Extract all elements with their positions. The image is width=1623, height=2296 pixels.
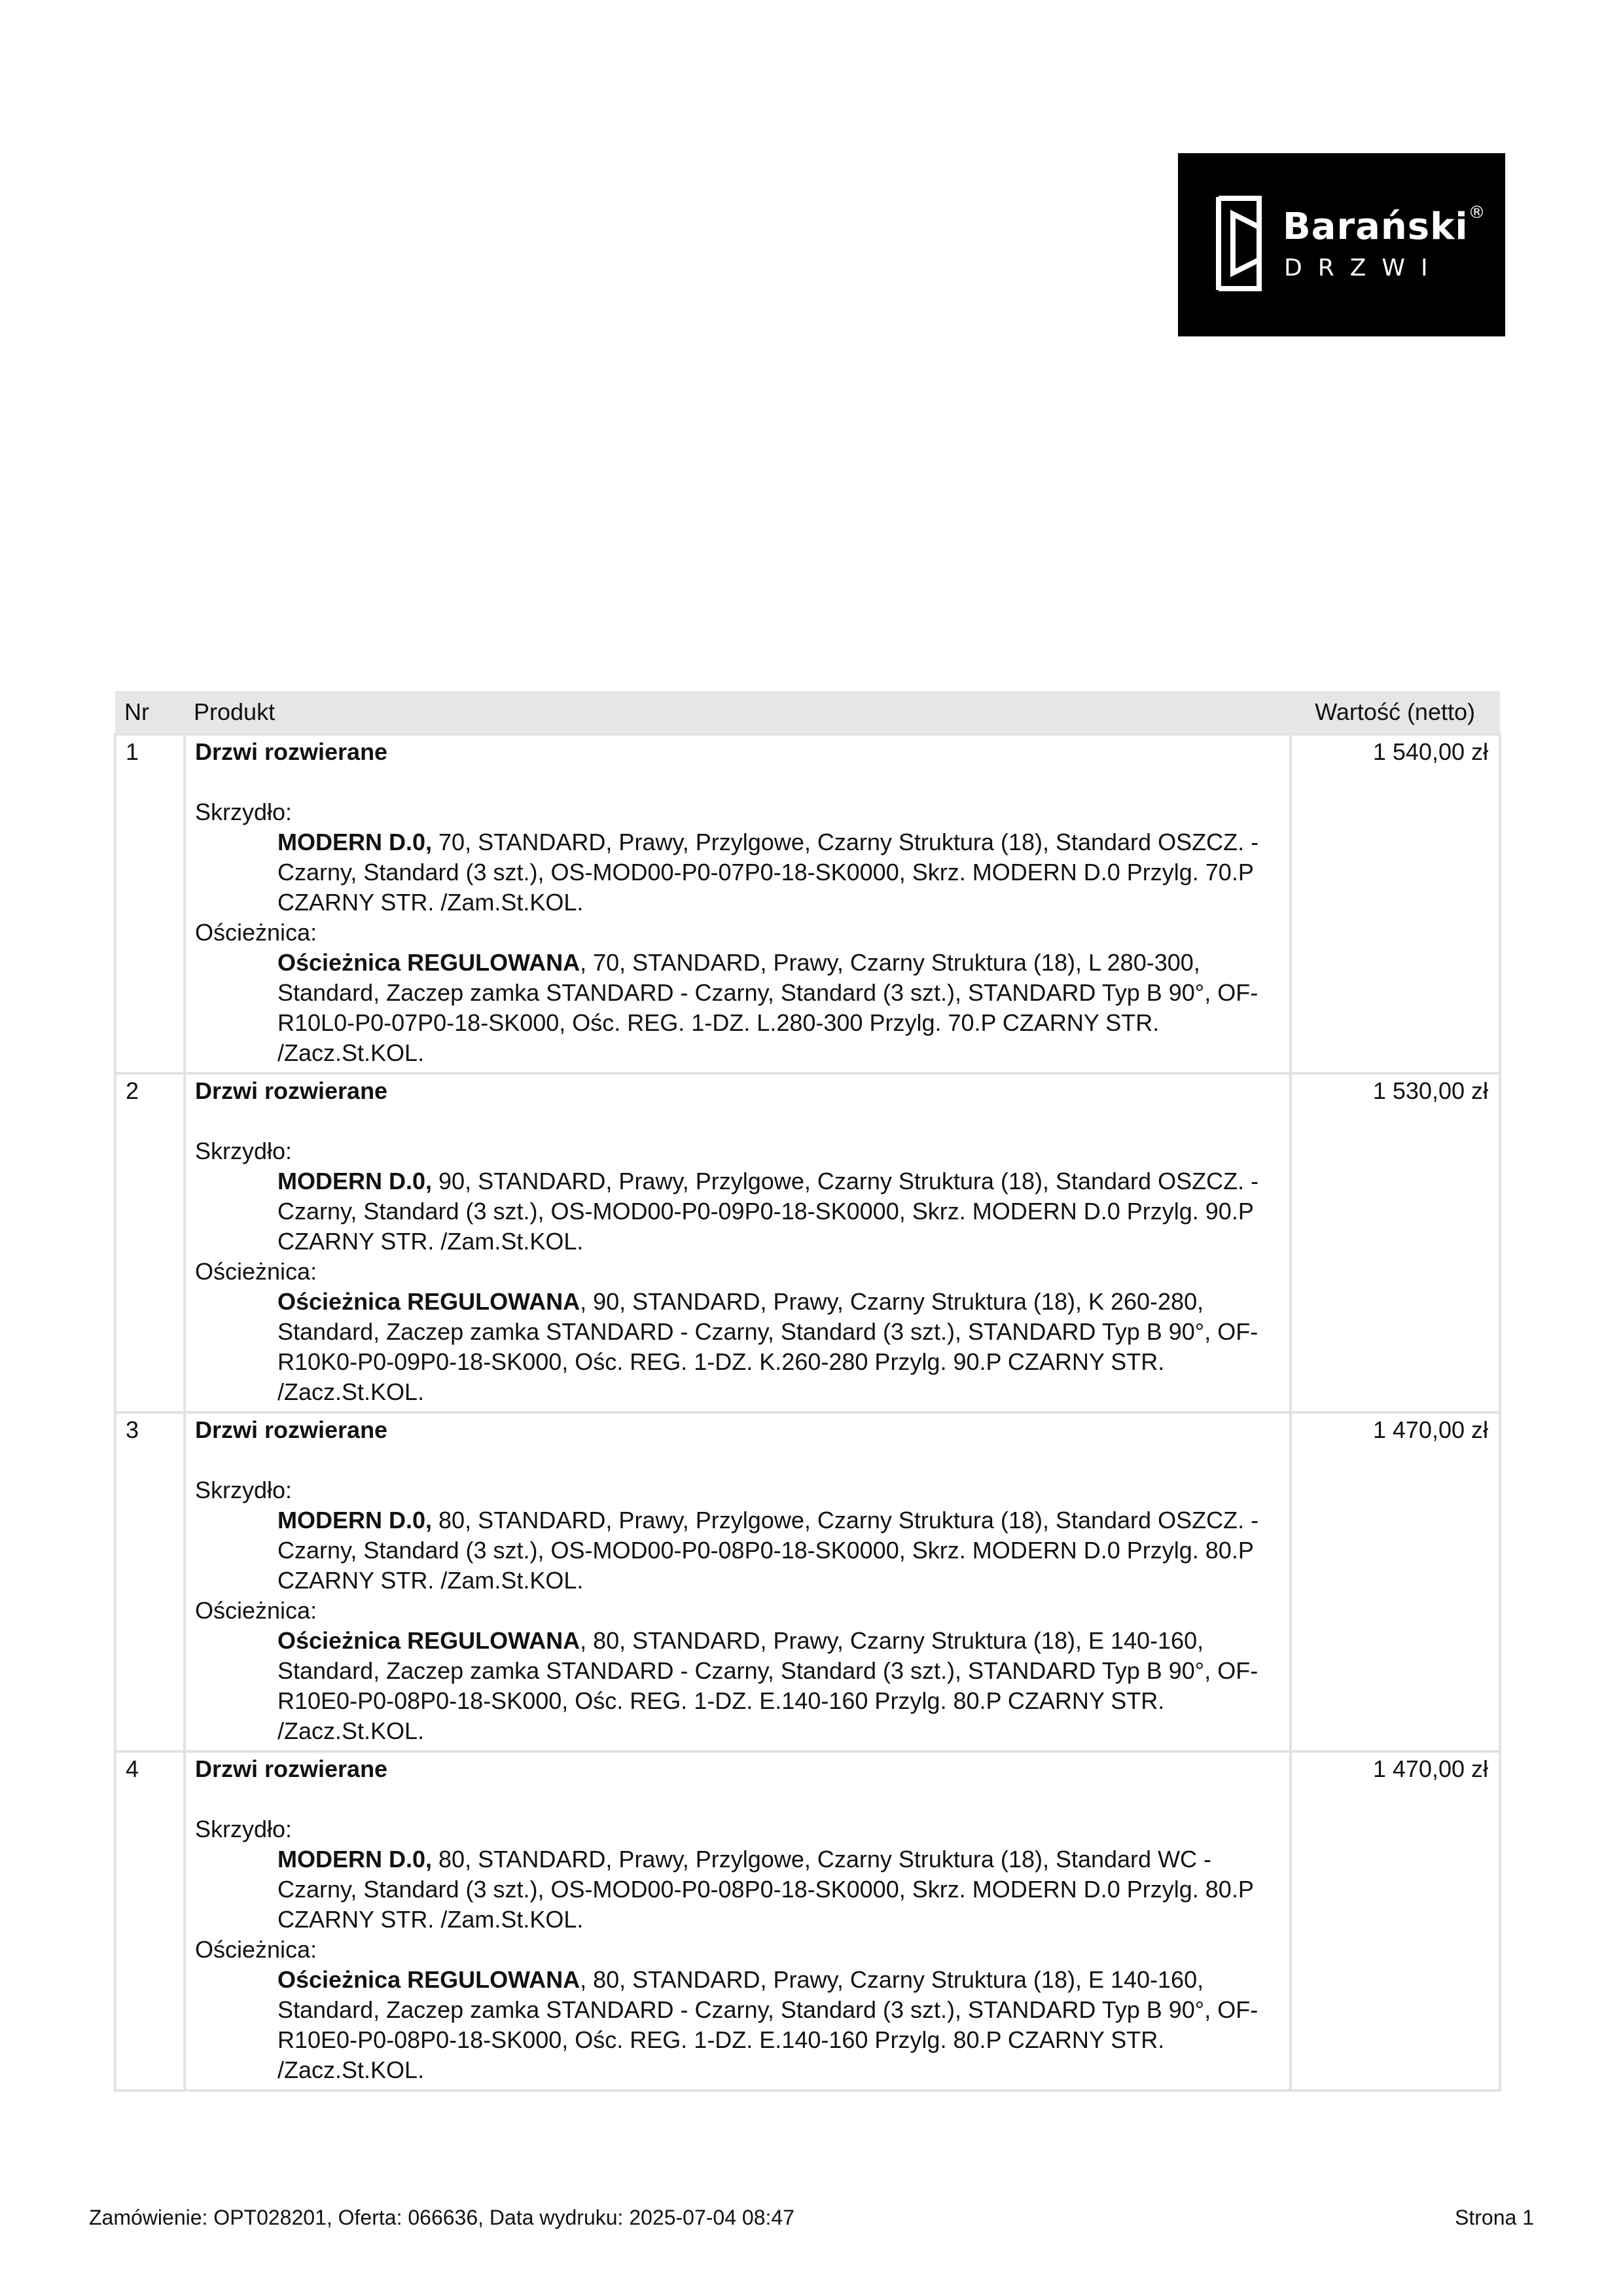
detail-name: MODERN D.0,: [277, 1846, 433, 1873]
table-header-row: [115, 691, 1500, 734]
product-title: Drzwi rozwierane: [195, 1077, 388, 1104]
detail-text: 90, STANDARD, Prawy, Przylgowe, Czarny Struktura (18), Standard OSZCZ. - Czarny, Standard (3 szt.), OS-MOD00-P0-09P0-18-SK0000, Skrz. MODERN D.0 Przylg. 90.P CZARNY STR. /Zam.St.KOL.: [277, 1168, 1259, 1255]
logo-brand: Barański®: [1283, 203, 1486, 248]
detail-text: , 80, STANDARD, Prawy, Czarny Struktura (18), E 140-160, Standard, Zaczep zamka STANDARD - Czarny, Standard (3 szt.), STANDARD Typ B 90°, OF-R10E0-P0-08P0-18-SK000, Ośc. REG. 1-DZ. E.140-160 Przylg. 80.P CZARNY STR. /Zacz.St.KOL.: [277, 1627, 1258, 1744]
section-label: Ościeżnica:: [195, 1936, 317, 1963]
section-detail: [195, 827, 1280, 918]
product-title: Drzwi rozwierane: [195, 1416, 388, 1443]
detail-name: MODERN D.0,: [277, 1168, 433, 1194]
section-detail: [195, 1965, 1280, 2085]
detail-name: Ościeżnica REGULOWANA: [277, 1966, 580, 1993]
section-label: Ościeżnica:: [195, 1597, 317, 1624]
detail-text: , 70, STANDARD, Prawy, Czarny Struktura (18), L 280-300, Standard, Zaczep zamka STANDARD - Czarny, Standard (3 szt.), STANDARD Typ B 90°, OF-R10L0-P0-07P0-18-SK000, Ośc. REG. 1-DZ. L.280-300 Przylg. 70.P CZARNY STR. /Zacz.St.KOL.: [277, 949, 1258, 1066]
table-row: [115, 1412, 1500, 1751]
row-nr: 4: [115, 1751, 185, 2090]
company-logo: [1178, 153, 1505, 336]
detail-name: Ościeżnica REGULOWANA: [277, 1288, 580, 1315]
product-title: Drzwi rozwierane: [195, 1755, 388, 1782]
section-label: Skrzydło:: [195, 1477, 293, 1503]
section-detail: [195, 1287, 1280, 1407]
row-product: [185, 1412, 1291, 1751]
section-detail: [195, 1844, 1280, 1935]
section-detail: [195, 1166, 1280, 1257]
table-row: [115, 1751, 1500, 2090]
product-title: Drzwi rozwierane: [195, 738, 388, 765]
table-row: [115, 734, 1500, 1073]
section-detail: [195, 1505, 1280, 1596]
detail-text: , 80, STANDARD, Prawy, Czarny Struktura (18), E 140-160, Standard, Zaczep zamka STANDARD - Czarny, Standard (3 szt.), STANDARD Typ B 90°, OF-R10E0-P0-08P0-18-SK000, Ośc. REG. 1-DZ. E.140-160 Przylg. 80.P CZARNY STR. /Zacz.St.KOL.: [277, 1966, 1258, 2083]
row-value: 1 470,00 zł: [1291, 1751, 1500, 2090]
section-label: Skrzydło:: [195, 1816, 293, 1842]
logo-subtitle: DRZWI: [1284, 255, 1444, 281]
row-value: 1 530,00 zł: [1291, 1073, 1500, 1412]
detail-text: 80, STANDARD, Prawy, Przylgowe, Czarny Struktura (18), Standard OSZCZ. - Czarny, Standard (3 szt.), OS-MOD00-P0-08P0-18-SK0000, Skrz. MODERN D.0 Przylg. 80.P CZARNY STR. /Zam.St.KOL.: [277, 1507, 1259, 1594]
row-nr: 3: [115, 1412, 185, 1751]
header-nr: Nr: [115, 691, 185, 734]
section-detail: [195, 948, 1280, 1068]
section-detail: [195, 1626, 1280, 1746]
door-icon: [1213, 194, 1266, 293]
products-table: [114, 691, 1501, 2092]
footer-page-number: Strona 1: [1455, 2206, 1534, 2229]
header-value: Wartość (netto): [1291, 691, 1500, 734]
detail-name: Ościeżnica REGULOWANA: [277, 1627, 580, 1654]
detail-name: Ościeżnica REGULOWANA: [277, 949, 580, 976]
section-label: Ościeżnica:: [195, 919, 317, 946]
row-value: 1 470,00 zł: [1291, 1412, 1500, 1751]
row-product: [185, 734, 1291, 1073]
footer-order-info: Zamówienie: OPT028201, Oferta: 066636, Data wydruku: 2025-07-04 08:47: [89, 2206, 794, 2229]
section-label: Skrzydło:: [195, 798, 293, 825]
row-value: 1 540,00 zł: [1291, 734, 1500, 1073]
row-nr: 1: [115, 734, 185, 1073]
row-product: [185, 1073, 1291, 1412]
detail-text: 80, STANDARD, Prawy, Przylgowe, Czarny Struktura (18), Standard WC - Czarny, Standard (3 szt.), OS-MOD00-P0-08P0-18-SK0000, Skrz. MODERN D.0 Przylg. 80.P CZARNY STR. /Zam.St.KOL.: [277, 1846, 1254, 1933]
section-label: Ościeżnica:: [195, 1258, 317, 1285]
table-row: [115, 1073, 1500, 1412]
detail-name: MODERN D.0,: [277, 1507, 433, 1534]
detail-text: , 90, STANDARD, Prawy, Czarny Struktura (18), K 260-280, Standard, Zaczep zamka STANDARD - Czarny, Standard (3 szt.), STANDARD Typ B 90°, OF-R10K0-P0-09P0-18-SK000, Ośc. REG. 1-DZ. K.260-280 Przylg. 90.P CZARNY STR. /Zacz.St.KOL.: [277, 1288, 1258, 1405]
row-product: [185, 1751, 1291, 2090]
detail-text: 70, STANDARD, Prawy, Przylgowe, Czarny Struktura (18), Standard OSZCZ. - Czarny, Standard (3 szt.), OS-MOD00-P0-07P0-18-SK0000, Skrz. MODERN D.0 Przylg. 70.P CZARNY STR. /Zam.St.KOL.: [277, 829, 1259, 916]
detail-name: MODERN D.0,: [277, 829, 433, 855]
header-product: Produkt: [185, 691, 1291, 734]
row-nr: 2: [115, 1073, 185, 1412]
section-label: Skrzydło:: [195, 1138, 293, 1164]
